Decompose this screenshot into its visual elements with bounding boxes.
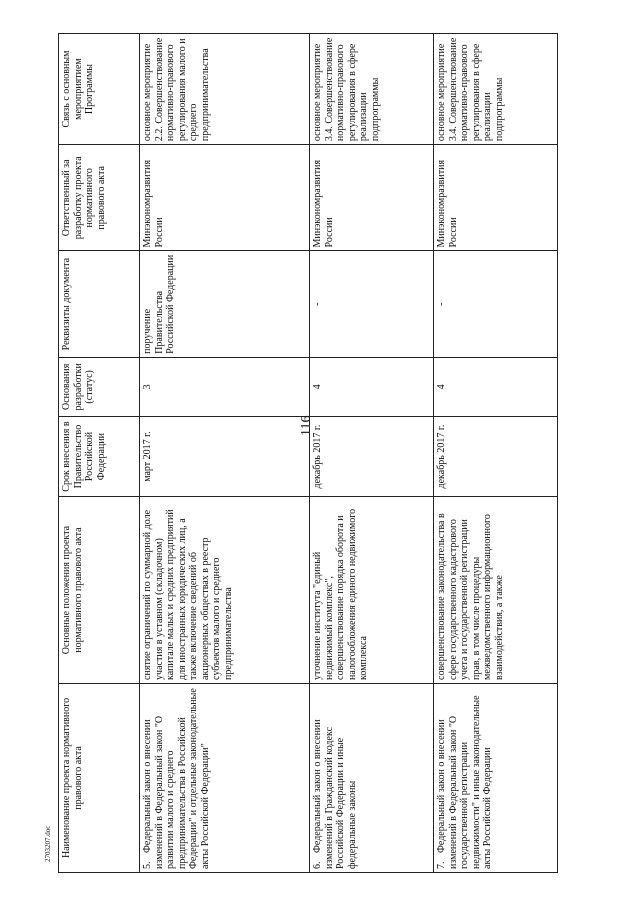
header-basis: Основания разработки (статус) [59,357,140,416]
header-deadline: Срок внесения в Правительство Российской Федерации [59,416,140,496]
act-name: Федеральный закон о внесении изменений в Гражданский кодекс Российской Федерации и иные федеральные законы [312,719,358,869]
cell-basis: 4 [310,357,434,416]
table-row [140,34,310,873]
cell-deadline: декабрь 2017 г. [434,416,558,496]
header-requisites: Реквизиты документа [59,251,140,357]
cell-deadline: декабрь 2017 г. [310,416,434,496]
rotated-table [58,33,558,873]
cell-link: основное мероприятие 3.4. Совершенствование нормативно-правового регулирования в сфере реализации подпрограммы [434,34,558,145]
page-number: 116 [299,415,314,436]
act-name: Федеральный закон о внесении изменений в Федеральный закон "О государственной регистрации недвижимости" и иные законодательные акты Российской Федерации [436,695,493,869]
act-name: Федеральный закон о внесении изменений в Федеральный закон "О развитии малого и среднего предпринимательства в Российской Федерации" и отдельные законодательные акты Российской Федерации" [142,688,211,869]
header-name: Наименование проекта нормативного правового акта [59,683,140,872]
cell-deadline: март 2017 г. [140,416,310,496]
cell-provisions: снятие ограничений по суммарной доле участия в уставном (складочном) капитале малых и средних предприятий для иностранных юридических лиц, а также включение сведений об акционерных обществах в реестр субъектов малого и среднего предпринимательства [140,497,310,684]
cell-responsible: Минэкономразвития России [140,145,310,251]
cell-basis: 4 [434,357,558,416]
cell-requisites: - [434,251,558,357]
cell-provisions: совершенствование законодательства в сфере государственного кадастрового учета и государственной регистрации прав, в том числе процедуры межведомственного информационного взаимодействия, а также [434,497,558,684]
normative-acts-table [58,33,558,873]
table-row [310,34,434,873]
header-provisions: Основные положения проекта нормативного правового акта [59,497,140,684]
cell-name [434,683,558,872]
cell-basis: 3 [140,357,310,416]
header-link: Связь с основным мероприятием Программы [59,34,140,145]
cell-name [310,683,434,872]
file-code: 2703207.doc [44,825,52,862]
cell-name [140,683,310,872]
table-header-row [59,34,140,873]
cell-requisites: поручение Правительства Российской Федерации [140,251,310,357]
cell-link: основное мероприятие 3.4. Совершенствование нормативно-правового регулирования в сфере реализации подпрограммы [310,34,434,145]
row-number: 6. [312,861,323,869]
table-row [434,34,558,873]
cell-link: основное мероприятие 2.2. Совершенствование нормативно-правового регулирования малого и среднего предпринимательства [140,34,310,145]
cell-responsible: Минэкономразвития России [310,145,434,251]
cell-provisions: уточнение института "единый недвижимый комплекс", совершенствование порядка оборота и налогообложения единого недвижимого комплекса [310,497,434,684]
row-number: 7. [436,861,447,869]
cell-requisites: - [310,251,434,357]
cell-responsible: Минэкономразвития России [434,145,558,251]
row-number: 5. [142,861,153,869]
header-responsible: Ответственный за разработку проекта нормативного правового акта [59,145,140,251]
